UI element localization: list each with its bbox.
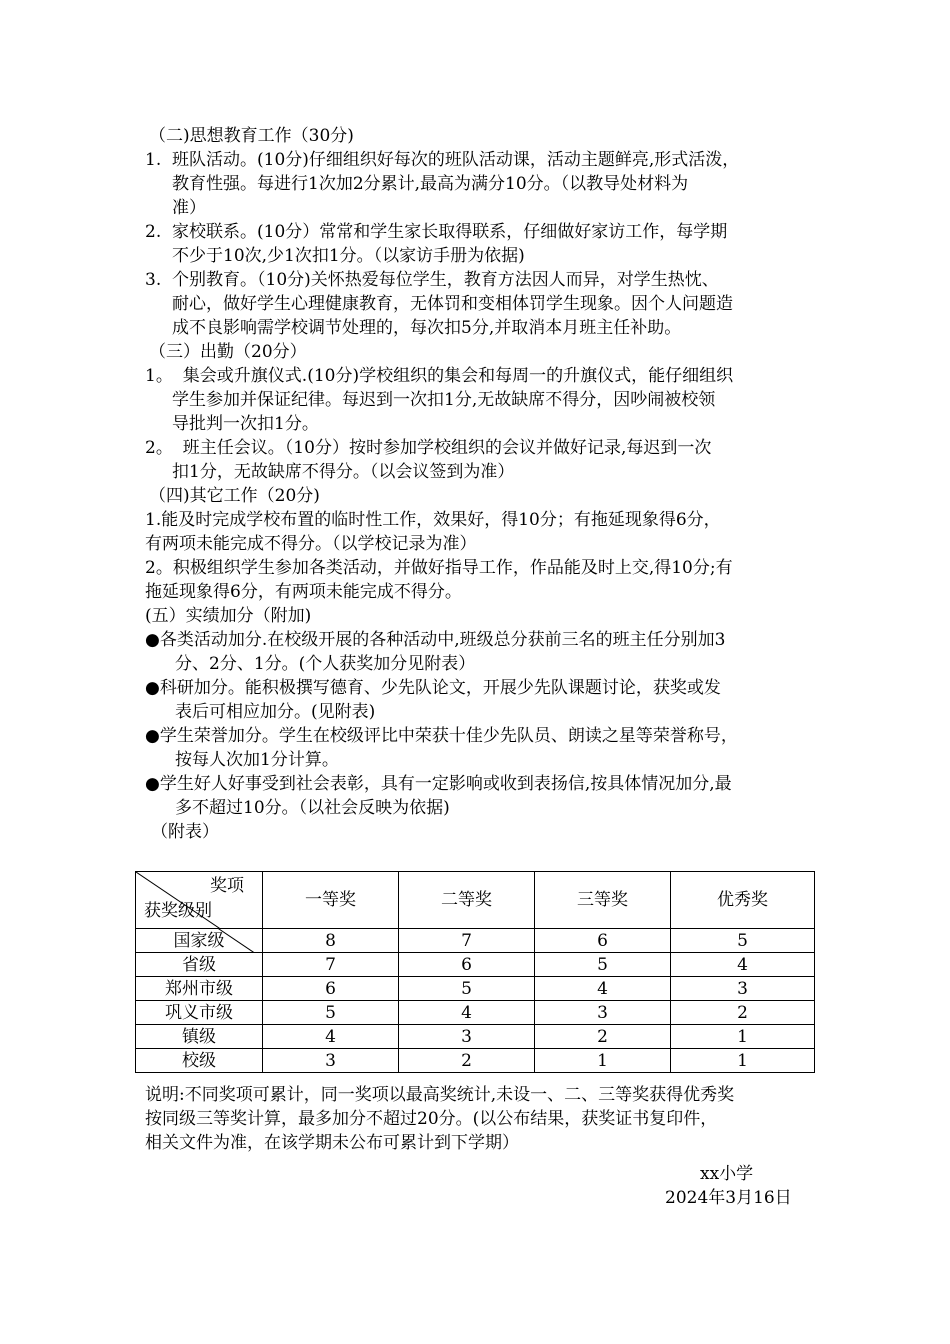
para-line: 1.能及时完成学校布置的临时性工作，效果好，得10分；有拖延现象得6分，	[145, 510, 721, 530]
table-cell: 3	[399, 1025, 535, 1049]
table-row	[136, 953, 815, 977]
section-heading-5: (五）实绩加分（附加)	[145, 606, 312, 626]
item-line: 集会或升旗仪式.(10分)学校组织的集会和每周一的升旗仪式，能仔细组织	[172, 366, 734, 386]
table-corner-cell	[136, 872, 263, 929]
para-line: 有两项未能完成不得分。（以学校记录为准）	[145, 534, 477, 554]
paragraph	[145, 556, 810, 604]
row-level: 镇级	[136, 1025, 263, 1049]
table-row	[136, 1025, 815, 1049]
bullet-line: 多不超过10分。（以社会反映为依据)	[175, 798, 450, 818]
list-item	[145, 268, 810, 340]
table-cell: 4	[399, 1001, 535, 1025]
section-heading-3: （三）出勤（20分）	[149, 342, 307, 362]
item-line: 家校联系。(10分）常常和学生家长取得联系，仔细做好家访工作，每学期	[172, 222, 728, 242]
signature-school: xx小学	[700, 1164, 754, 1184]
table-cell: 6	[263, 977, 399, 1001]
note-line: 按同级三等奖计算，最多加分不超过20分。(以公布结果，获奖证书复印件，	[145, 1109, 718, 1129]
table-cell: 2	[671, 1001, 815, 1025]
table-cell: 6	[399, 953, 535, 977]
list-item	[145, 436, 810, 484]
column-header: 一等奖	[263, 872, 399, 929]
document-body	[145, 124, 810, 844]
table-cell: 3	[263, 1049, 399, 1073]
row-level-label: 国家级	[173, 930, 225, 951]
list-item	[145, 220, 810, 268]
table-row	[136, 1001, 815, 1025]
note-line: 说明:不同奖项可累计，同一奖项以最高奖统计,未设一、二、三等奖获得优秀奖	[145, 1085, 735, 1105]
item-line: 成不良影响需学校调节处理的，每次扣5分,并取消本月班主任补助。	[172, 318, 682, 338]
table-cell: 4	[535, 977, 671, 1001]
list-item	[145, 364, 810, 436]
corner-label-level: 获奖级别	[144, 901, 212, 921]
table-cell: 5	[671, 929, 815, 953]
bullet-line: 表后可相应加分。(见附表)	[175, 702, 376, 722]
table-cell: 5	[535, 953, 671, 977]
row-level: 郑州市级	[136, 977, 263, 1001]
table-row	[136, 929, 815, 953]
item-line: 班主任会议。（10分）按时参加学校组织的会议并做好记录,每迟到一次	[172, 438, 712, 458]
item-line: 准）	[172, 198, 206, 218]
bullet-line: ●学生荣誉加分。学生在校级评比中荣获十佳少先队员、朗读之星等荣誉称号，	[145, 726, 738, 746]
item-line: 学生参加并保证纪律。每迟到一次扣1分,无故缺席不得分，因吵闹被校领	[172, 390, 716, 410]
column-header: 三等奖	[535, 872, 671, 929]
table-cell: 8	[263, 929, 399, 953]
note-line: 相关文件为准，在该学期未公布可累计到下学期）	[145, 1133, 519, 1153]
table-cell: 3	[535, 1001, 671, 1025]
corner-label-award: 奖项	[210, 876, 244, 896]
item-number: 2。	[145, 438, 173, 458]
table-row	[136, 977, 815, 1001]
item-line: 耐心，做好学生心理健康教育，无体罚和变相体罚学生现象。因个人问题造	[172, 294, 733, 314]
item-number: 1.	[145, 150, 162, 170]
bullet-item	[145, 628, 810, 676]
item-number: 3.	[145, 270, 162, 290]
award-table	[135, 871, 815, 1073]
list-item	[145, 148, 810, 220]
table-note	[145, 1083, 815, 1155]
bullet-line: 按每人次加1分计算。	[175, 750, 339, 770]
paragraph	[145, 508, 810, 556]
item-line: 个别教育。（10分)关怀热爱每位学生，教育方法因人而异，对学生热忱、	[172, 270, 719, 290]
row-level	[136, 929, 263, 953]
table-cell: 7	[399, 929, 535, 953]
table-cell: 7	[263, 953, 399, 977]
table-cell: 2	[535, 1025, 671, 1049]
column-header: 优秀奖	[671, 872, 815, 929]
table-cell: 1	[671, 1049, 815, 1073]
table-cell: 5	[263, 1001, 399, 1025]
table-cell: 6	[535, 929, 671, 953]
bullet-item	[145, 676, 810, 724]
bullet-item	[145, 724, 810, 772]
item-line: 不少于10次,少1次扣1分。（以家访手册为依据)	[172, 246, 525, 266]
bullet-line: ●学生好人好事受到社会表彰，具有一定影响或收到表扬信,按具体情况加分,最	[145, 774, 732, 794]
table-cell: 1	[535, 1049, 671, 1073]
para-line: 2。积极组织学生参加各类活动，并做好指导工作，作品能及时上交,得10分;有	[145, 558, 733, 578]
item-line: 教育性强。每进行1次加2分累计,最高为满分10分。（以教导处材料为	[172, 174, 689, 194]
bullet-line: ●科研加分。能积极撰写德育、少先队论文，开展少先队课题讨论，获奖或发	[145, 678, 721, 698]
bullet-item	[145, 772, 810, 820]
section-heading-4: （四)其它工作（20分)	[149, 486, 320, 506]
bullet-line: ●各类活动加分.在校级开展的各种活动中,班级总分获前三名的班主任分别加3	[145, 630, 726, 650]
table-cell: 5	[399, 977, 535, 1001]
bullet-line: 分、2分、1分。(个人获奖加分见附表）	[175, 654, 476, 674]
item-line: 扣1分，无故缺席不得分。（以会议签到为准）	[172, 462, 515, 482]
para-line: 拖延现象得6分，有两项未能完成不得分。	[145, 582, 462, 602]
table-cell: 3	[671, 977, 815, 1001]
item-line: 班队活动。(10分)仔细组织好每次的班队活动课，活动主题鲜亮,形式活泼，	[172, 150, 740, 170]
item-number: 2.	[145, 222, 162, 242]
table-row	[136, 1049, 815, 1073]
table-cell: 1	[671, 1025, 815, 1049]
table-cell: 4	[263, 1025, 399, 1049]
row-level: 巩义市级	[136, 1001, 263, 1025]
table-cell: 2	[399, 1049, 535, 1073]
row-level: 省级	[136, 953, 263, 977]
column-header: 二等奖	[399, 872, 535, 929]
table-caption: （附表）	[151, 822, 219, 842]
table-cell: 4	[671, 953, 815, 977]
row-level: 校级	[136, 1049, 263, 1073]
item-number: 1。	[145, 366, 173, 386]
table-header-row	[136, 872, 815, 929]
signature-date: 2024年3月16日	[665, 1188, 792, 1208]
section-heading-2: （二)思想教育工作（30分)	[149, 126, 354, 146]
item-line: 导批判一次扣1分。	[172, 414, 319, 434]
